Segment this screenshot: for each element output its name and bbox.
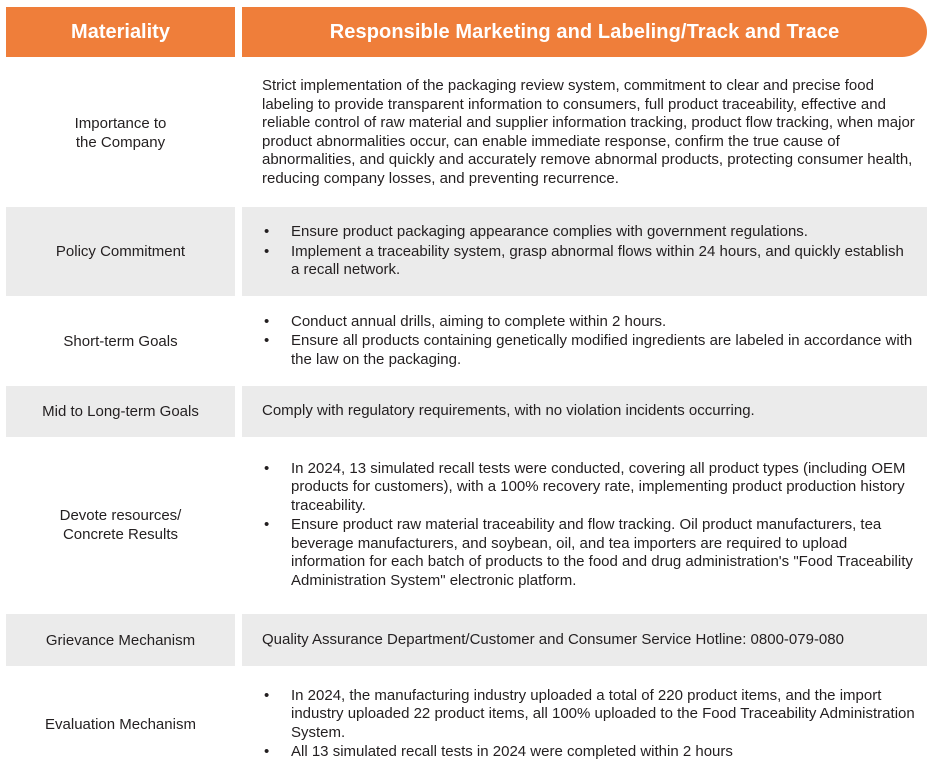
list-item: • Ensure all products containing genetically modified ingredients are labeled in accordance with the law on the packaging. bbox=[262, 332, 915, 369]
row-content-policy bbox=[242, 207, 927, 296]
label-line: Grievance Mechanism bbox=[45, 631, 196, 649]
row-label-evaluation bbox=[6, 672, 235, 776]
mid-long-term-text: Comply with regulatory requirements, with no violation incidents occurring. bbox=[262, 402, 755, 420]
header-topic: Responsible Marketing and Labeling/Track and Trace bbox=[242, 7, 927, 57]
label-line: Concrete Results bbox=[62, 526, 179, 543]
list-item: • Conduct annual drills, aiming to complete within 2 hours. bbox=[262, 313, 915, 332]
grievance-text: Quality Assurance Department/Customer and Consumer Service Hotline: 0800-079-080 bbox=[262, 630, 844, 648]
list-item: • Ensure product packaging appearance complies with government regulations. bbox=[262, 223, 915, 242]
row-content-importance bbox=[242, 64, 927, 201]
list-item: • In 2024, 13 simulated recall tests were conducted, covering all product types (including OEM products for customers), with a 100% recovery rate, implementing product production history traceability. bbox=[262, 460, 915, 516]
list-item: • Ensure product raw material traceability and flow tracking. Oil product manufacturers, tea beverage manufacturers, and soybean, oil, and tea importers are required to upload information for each batch of products to the food and drug administration's "Food Traceability Administration System" electronic platform. bbox=[262, 516, 915, 590]
row-content-short-term bbox=[242, 302, 927, 380]
label-line: Mid to Long-term Goals bbox=[42, 403, 199, 420]
row-label-policy bbox=[6, 207, 235, 296]
row-short-term bbox=[0, 302, 933, 380]
label-line: Devote resources/ bbox=[59, 507, 182, 524]
list-item: • All 13 simulated recall tests in 2024 were completed within 2 hours bbox=[262, 743, 915, 762]
row-content-evaluation bbox=[242, 672, 927, 776]
evaluation-list bbox=[262, 686, 915, 763]
row-resources bbox=[0, 443, 933, 607]
row-content-mid-long-term bbox=[242, 386, 927, 437]
row-importance bbox=[0, 64, 933, 201]
row-policy bbox=[0, 207, 933, 296]
header-materiality: Materiality bbox=[6, 7, 235, 57]
resources-list bbox=[262, 459, 915, 592]
row-label-grievance bbox=[6, 614, 235, 666]
row-grievance bbox=[0, 614, 933, 666]
row-label-resources bbox=[6, 443, 235, 607]
row-label-mid-long-term bbox=[6, 386, 235, 437]
row-evaluation bbox=[0, 672, 933, 776]
label-line: Short-term Goals bbox=[63, 332, 178, 350]
row-content-grievance bbox=[242, 614, 927, 666]
label-line: the Company bbox=[75, 133, 166, 151]
short-term-list bbox=[262, 312, 915, 371]
label-line: Policy Commitment bbox=[55, 243, 186, 260]
list-item: • In 2024, the manufacturing industry uploaded a total of 220 product items, and the import industry uploaded 22 product items, all 100% uploaded to the Food Traceability Administration System. bbox=[262, 687, 915, 743]
row-label-short-term bbox=[6, 302, 235, 380]
policy-list bbox=[262, 222, 915, 281]
importance-text: Strict implementation of the packaging review system, commitment to clear and precise food labeling to provide transparent information to consumers, full product traceability, effective and reliable control of raw material and supplier information tracking, product flow tracking, when major product abnormalities occur, can enable immediate response, confirm the true cause of abnormalities, and quickly and accurately remove abnormal products, protecting consumer health, reducing company losses, and preventing recurrence. bbox=[262, 77, 915, 187]
row-mid-long-term bbox=[0, 386, 933, 437]
label-line: Evaluation Mechanism bbox=[45, 715, 196, 733]
row-label-importance bbox=[6, 64, 235, 201]
list-item: • Implement a traceability system, grasp abnormal flows within 24 hours, and quickly establish a recall network. bbox=[262, 243, 915, 280]
label-line: Importance to bbox=[74, 114, 167, 132]
row-content-resources bbox=[242, 443, 927, 607]
